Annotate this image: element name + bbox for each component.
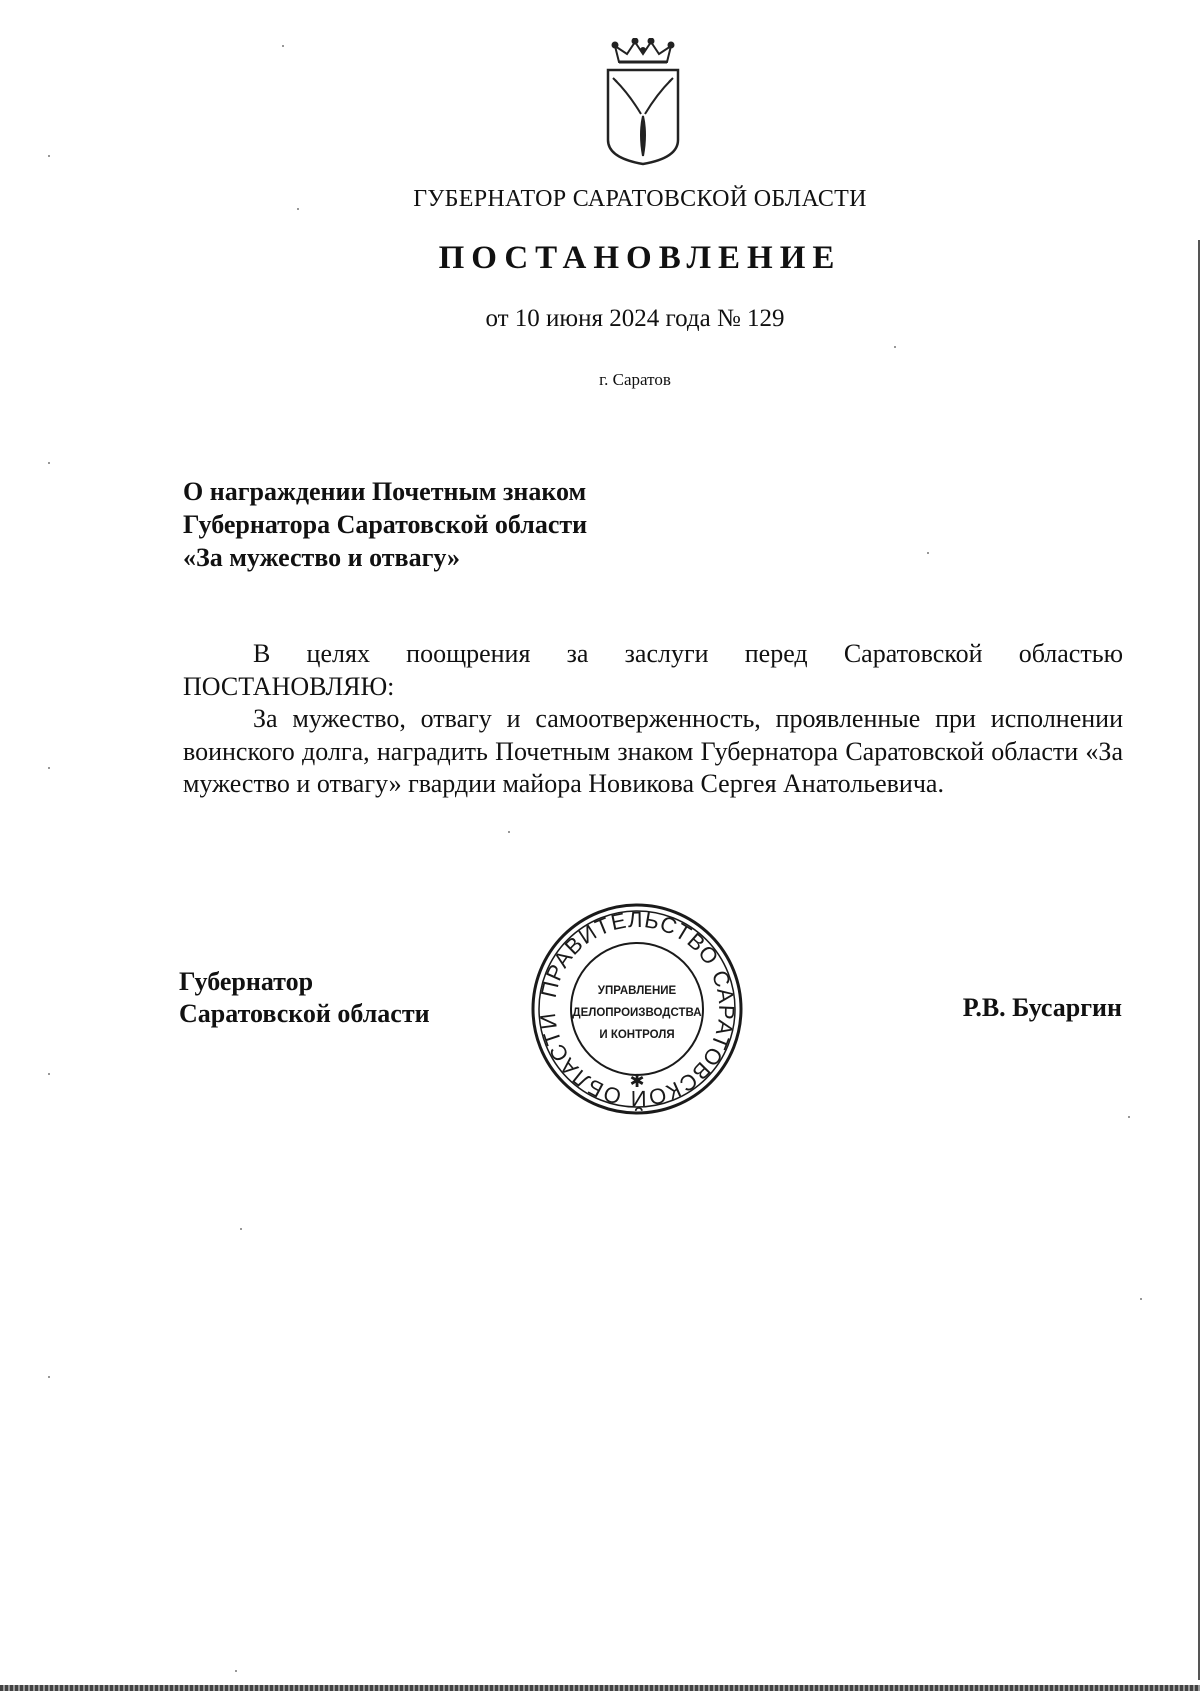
seal-inner-line: ДЕЛОПРОИЗВОДСТВА <box>572 1007 702 1019</box>
seal-inner-line: И КОНТРОЛЯ <box>599 1029 675 1041</box>
document-date-number: от 10 июня 2024 года № 129 <box>485 305 785 332</box>
scan-speck <box>1128 1116 1130 1118</box>
scan-speck <box>927 552 929 554</box>
signatory-title-line: Саратовской области <box>179 999 430 1028</box>
scan-edge-bottom <box>0 1685 1200 1691</box>
body-paragraph: За мужество, отвагу и самоотверженность, проявленные при исполнении воинского долга, наградить Почетным знаком Губернатора Саратовской области «За мужество и отвагу» гвардии майора Новикова Сергея Анатольевича. <box>183 704 1123 798</box>
scan-speck <box>297 208 299 210</box>
official-seal-stamp <box>528 900 746 1118</box>
scan-speck <box>48 155 50 157</box>
subject-line: Губернатора Саратовской области <box>183 510 588 539</box>
scan-speck <box>240 1228 242 1230</box>
body-paragraph: В целях поощрения за заслуги перед Саратовской областью ПОСТАНОВЛЯЮ: <box>183 639 1123 701</box>
subject-line: «За мужество и отвагу» <box>183 543 461 572</box>
signatory-title-line: Губернатор <box>179 967 314 996</box>
scan-speck <box>48 767 50 769</box>
scan-speck <box>282 45 284 47</box>
issuing-authority: ГУБЕРНАТОР САРАТОВСКОЙ ОБЛАСТИ <box>413 186 867 212</box>
coat-of-arms-icon <box>605 38 681 168</box>
seal-star: ✱ <box>629 1071 645 1092</box>
subject-line: О награждении Почетным знаком <box>183 477 587 506</box>
document-body <box>183 638 1123 801</box>
scan-speck <box>48 1073 50 1075</box>
seal-outer-text: ПРАВИТЕЛЬСТВО САРАТОВСКОЙ ОБЛАСТИ <box>534 906 740 1112</box>
scan-speck <box>508 831 510 833</box>
signatory-name: Р.В. Бусаргин <box>962 993 1122 1022</box>
document-city: г. Саратов <box>599 370 671 389</box>
scan-speck <box>1140 1298 1142 1300</box>
scan-speck <box>48 462 50 464</box>
scan-speck <box>48 1376 50 1378</box>
document-type-title: ПОСТАНОВЛЕНИЕ <box>438 240 842 276</box>
seal-inner-line: УПРАВЛЕНИЕ <box>597 985 677 997</box>
scan-speck <box>894 346 896 348</box>
document-subject <box>183 475 587 574</box>
scan-speck <box>235 1670 237 1672</box>
signatory-title <box>179 966 430 1030</box>
